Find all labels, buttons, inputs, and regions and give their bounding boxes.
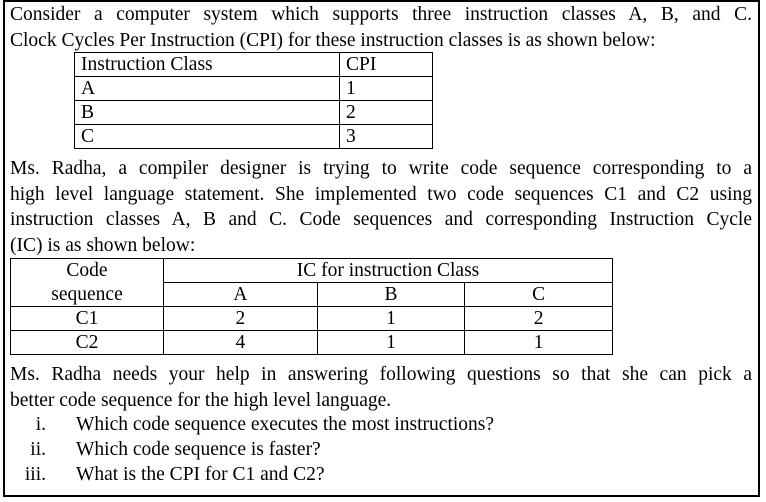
table-row — [75, 125, 433, 149]
table-cell: 2 — [164, 307, 318, 331]
table-cell: C — [75, 125, 340, 149]
table-header: C — [465, 283, 613, 307]
table-header: sequence — [11, 283, 164, 307]
question-number: i. — [35, 414, 46, 435]
table-row — [11, 331, 613, 355]
table-cell: 2 — [465, 307, 613, 331]
table-row — [75, 101, 433, 125]
middle-line: (IC) is as shown below: — [10, 234, 196, 256]
question-text: Which code sequence executes the most instructions? — [76, 414, 495, 435]
middle-line: instruction classes A, B and C. Code sequences and corresponding Instruction Cycle — [10, 209, 752, 230]
table-cell: 1 — [317, 307, 465, 331]
question-number: ii. — [30, 439, 46, 460]
outro-line: better code sequence for the high level language. — [10, 389, 392, 411]
middle-line: Ms. Radha, a compiler designer is trying to write code sequence corresponding to a — [10, 158, 752, 179]
table-header: A — [164, 283, 318, 307]
table-cell: 1 — [340, 77, 433, 101]
table-row — [11, 283, 613, 307]
table-header: IC for instruction Class — [164, 259, 613, 283]
outro-line: Ms. Radha needs your help in answering following questions so that she can pick a — [10, 364, 752, 385]
table-header: B — [317, 283, 465, 307]
table-cell: 1 — [465, 331, 613, 355]
table-cell: 3 — [340, 125, 433, 149]
table-cell: A — [75, 77, 340, 101]
table-cell: 2 — [340, 101, 433, 125]
outro-paragraph — [10, 362, 752, 413]
intro-paragraph — [10, 2, 752, 53]
table-row — [75, 77, 433, 101]
table-header: Code — [11, 259, 164, 283]
question-text: Which code sequence is faster? — [76, 439, 321, 460]
intro-line: Clock Cycles Per Instruction (CPI) for these instruction classes is as shown below: — [10, 29, 656, 51]
middle-paragraph — [10, 156, 752, 258]
table-cell: 1 — [317, 331, 465, 355]
middle-line: high level language statement. She implemented two code sequences C1 and C2 using — [10, 183, 752, 205]
table-cell: 4 — [164, 331, 318, 355]
table-row — [11, 259, 613, 283]
ic-table — [10, 258, 613, 355]
question-number: iii. — [24, 464, 46, 485]
table-header: CPI — [340, 53, 433, 77]
table-cell: B — [75, 101, 340, 125]
table-cell: C2 — [11, 331, 164, 355]
intro-line: Consider a computer system which supports three instruction classes A, B, and C. — [10, 4, 752, 25]
question-text: What is the CPI for C1 and C2? — [76, 464, 325, 485]
table-row — [75, 53, 433, 77]
table-cell: C1 — [11, 307, 164, 331]
table-header: Instruction Class — [75, 53, 340, 77]
cpi-table — [74, 52, 433, 149]
table-row — [11, 307, 613, 331]
